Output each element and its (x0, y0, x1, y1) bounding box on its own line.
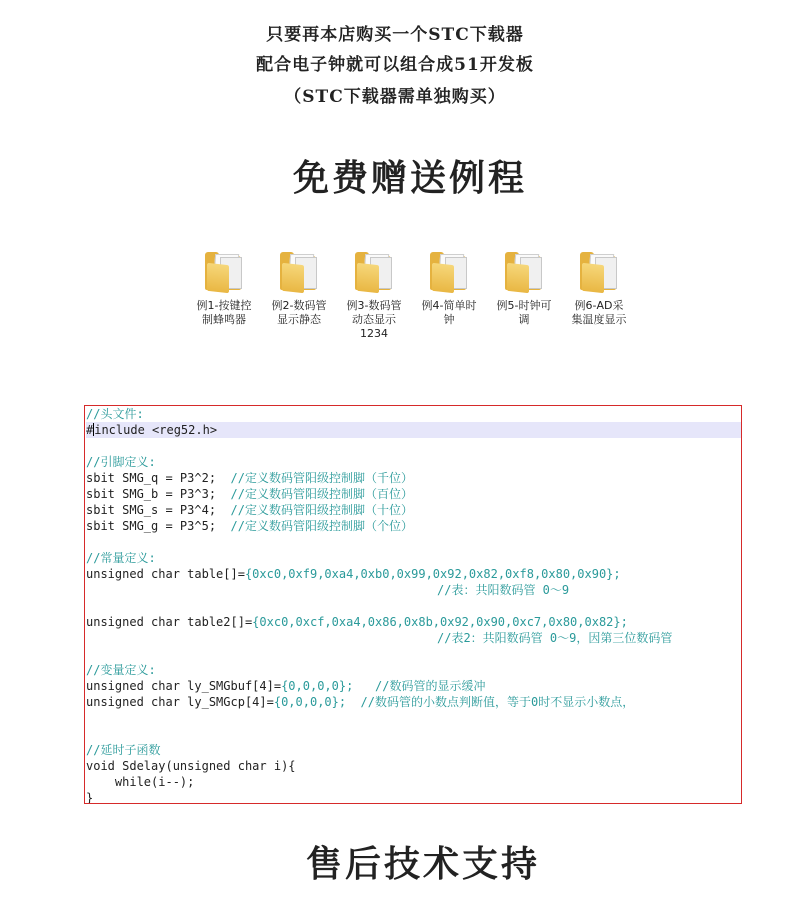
folder-icon (202, 250, 246, 294)
folder-list (188, 250, 648, 350)
folder-item-2[interactable] (263, 250, 335, 327)
folder-label: 例1-按键控 制蜂鸣器 (196, 299, 252, 326)
folder-icon (577, 250, 621, 294)
code-line: while(i--); (86, 775, 195, 789)
folder-label: 例6-AD采 集温度显示 (571, 299, 627, 326)
code-comment: //头文件: (86, 407, 144, 421)
code-comment: //延时子函数 (86, 743, 161, 757)
code-line-include: #include <reg52.h> (86, 422, 742, 438)
promo-line-2: 配合电子钟就可以组合成51开发板 (256, 55, 534, 75)
folder-item-1[interactable] (188, 250, 260, 327)
code-line: } (86, 791, 94, 804)
folder-label: 例3-数码管 动态显示 1234 (346, 299, 402, 340)
code-line: unsigned char ly_SMGbuf[4]={0,0,0,0}; //数码管的显示缓冲 (86, 679, 486, 693)
code-editor[interactable] (84, 405, 742, 804)
code-comment: //变量定义: (86, 663, 156, 677)
code-line: sbit SMG_s = P3^4; //定义数码管阳级控制脚（十位） (86, 503, 413, 517)
code-line: unsigned char table[]={0xc0,0xf9,0xa4,0xb0,0x99,0x92,0x82,0xf8,0x80,0x90}; (86, 567, 621, 581)
code-line: unsigned char ly_SMGcp[4]={0,0,0,0}; //数码管的小数点判断值，等于0时不显示小数点， (86, 695, 635, 709)
promo-line-1: 只要再本店购买一个STC下载器 (266, 25, 524, 45)
folder-icon (277, 250, 321, 294)
folder-icon (352, 250, 396, 294)
code-comment: //引脚定义: (86, 455, 156, 469)
code-line: unsigned char table2[]={0xc0,0xcf,0xa4,0x86,0x8b,0x92,0x90,0xc7,0x80,0x82}; (86, 615, 628, 629)
folder-item-4[interactable] (413, 250, 485, 327)
code-line: void Sdelay(unsigned char i){ (86, 759, 296, 773)
folder-item-5[interactable] (488, 250, 560, 327)
code-line: sbit SMG_b = P3^3; //定义数码管阳级控制脚（百位） (86, 487, 413, 501)
folder-label: 例2-数码管 显示静态 (271, 299, 327, 326)
folder-label: 例4-简单时 钟 (421, 299, 477, 326)
folder-icon (502, 250, 546, 294)
folder-item-6[interactable] (563, 250, 635, 327)
code-comment: //表：共阳数码管 0～9 (437, 583, 570, 597)
folder-label: 例5-时钟可 调 (496, 299, 552, 326)
code-line: sbit SMG_g = P3^5; //定义数码管阳级控制脚（个位） (86, 519, 413, 533)
folder-icon (427, 250, 471, 294)
code-line: sbit SMG_q = P3^2; //定义数码管阳级控制脚（千位） (86, 471, 413, 485)
code-comment: //表2：共阳数码管 0～9，因第三位数码管 (437, 631, 673, 645)
after-sales-heading: 售后技术支持 (305, 844, 540, 885)
code-comment: //常量定义: (86, 551, 156, 565)
folder-item-3[interactable] (338, 250, 410, 341)
promo-line-3: （STC下载器需单独购买） (284, 87, 506, 107)
free-samples-heading: 免费赠送例程 (292, 158, 527, 199)
